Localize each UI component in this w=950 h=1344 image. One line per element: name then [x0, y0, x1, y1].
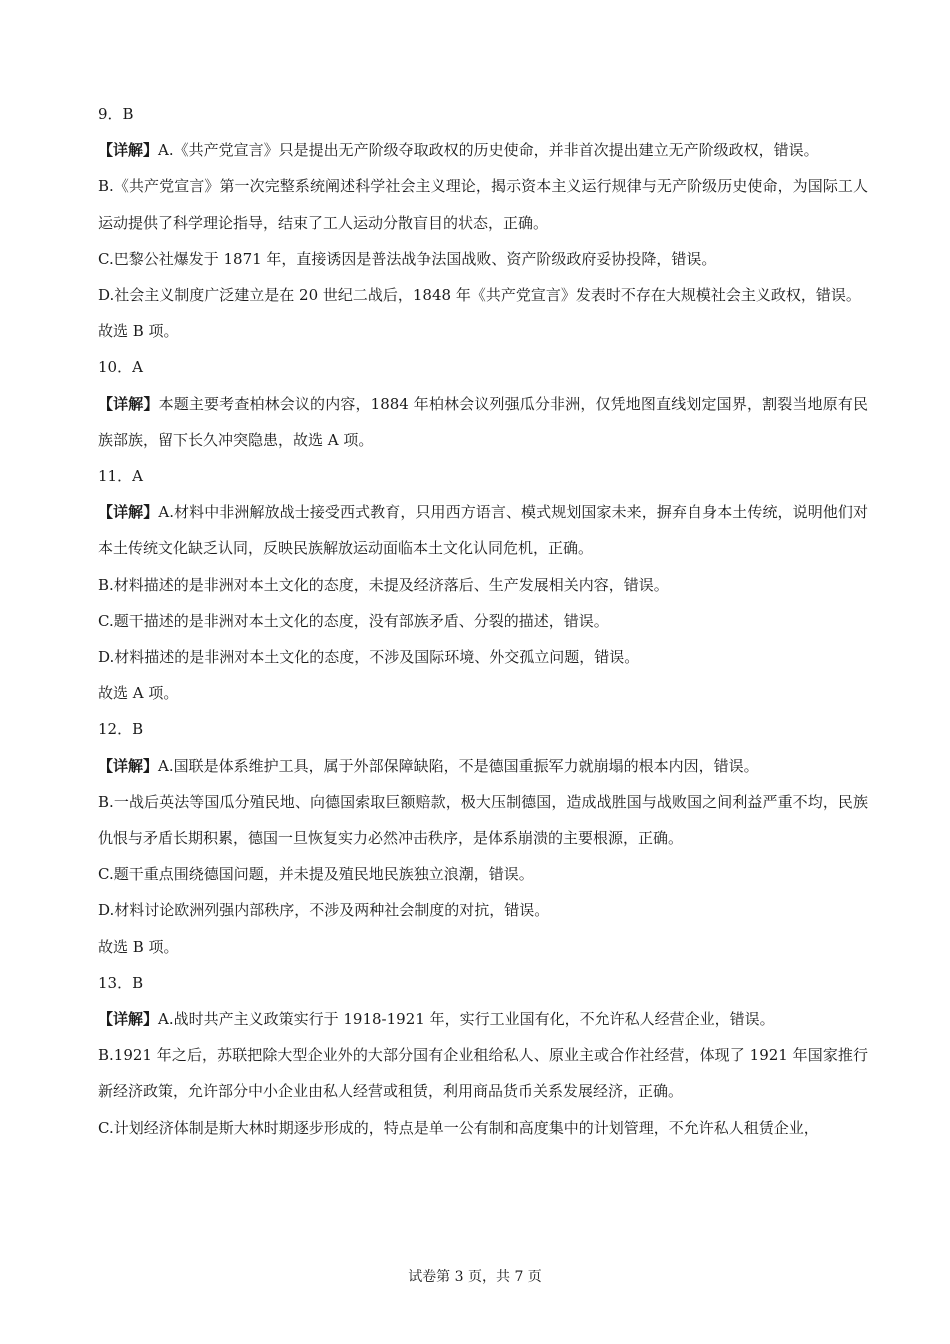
explanation-paragraph: C.计划经济体制是斯大林时期逐步形成的，特点是单一公有制和高度集中的计划管理，不允许私人租赁企业，	[98, 1118, 819, 1137]
explanation-paragraph: 【详解】A.战时共产主义政策实行于 1918-1921 年，实行工业国有化，不允许私人经营企业，错误。	[98, 1010, 775, 1028]
answer-block-12	[98, 711, 868, 964]
explanation-label: 【详解】	[98, 1010, 159, 1028]
explanation-label: 【详解】	[98, 394, 159, 413]
explanation-paragraph: 【详解】A.《共产党宣言》只是提出无产阶级夺取政权的历史使命，并非首次提出建立无产阶级政权，错误。	[98, 141, 819, 160]
explanation-paragraph: 【详解】A.材料中非洲解放战士接受西式教育，只用西方语言、模式规划国家未来，摒弃自身本土传统，说明他们对本土传统文化缺乏认同，反映民族解放运动面临本土文化认同危机，正确。	[98, 503, 868, 558]
explanation-label: 【详解】	[98, 756, 159, 775]
explanation-label: 【详解】	[98, 141, 159, 160]
explanation-paragraph: D.材料讨论欧洲列强内部秩序，不涉及两种社会制度的对抗，错误。	[98, 901, 550, 920]
explanation-paragraph: C.题干重点围绕德国问题，并未提及殖民地民族独立浪潮，错误。	[98, 865, 534, 884]
explanation-paragraph: D.社会主义制度广泛建立是在 20 世纪二战后，1848 年《共产党宣言》发表时不存在大规模社会主义政权，错误。	[98, 286, 861, 304]
page-footer: 试卷第 3 页，共 7 页	[408, 1269, 542, 1285]
answer-block-13	[98, 965, 868, 1146]
explanation-paragraph: 【详解】本题主要考查柏林会议的内容，1884 年柏林会议列强瓜分非洲，仅凭地图直线划定国界，割裂当地原有民族部族，留下长久冲突隐患，故选 A 项。	[98, 394, 868, 449]
answer-block-9	[98, 96, 868, 349]
answer-number: 9．B	[98, 105, 134, 123]
explanation-paragraph: D.材料描述的是非洲对本土文化的态度，不涉及国际环境、外交孤立问题，错误。	[98, 648, 640, 666]
conclusion-line: 故选 B 项。	[98, 937, 179, 956]
explanation-paragraph: B.材料描述的是非洲对本土文化的态度，未提及经济落后、生产发展相关内容，错误。	[98, 575, 669, 594]
answer-block-10	[98, 349, 868, 458]
answer-number: 10．A	[98, 358, 143, 377]
answer-number: 12．B	[98, 720, 144, 739]
conclusion-line: 故选 B 项。	[98, 322, 179, 341]
answer-block-11	[98, 458, 868, 711]
explanation-paragraph: C.题干描述的是非洲对本土文化的态度，没有部族矛盾、分裂的描述，错误。	[98, 611, 609, 630]
answer-number: 11．A	[98, 467, 143, 485]
explanation-paragraph: C.巴黎公社爆发于 1871 年，直接诱因是普法战争法国战败、资产阶级政府妥协投降，错误。	[98, 249, 717, 268]
explanation-paragraph: B.1921 年之后，苏联把除大型企业外的大部分国有企业租给私人、原业主或合作社经营，体现了 1921 年国家推行新经济政策，允许部分中小企业由私人经营或租赁，利用商品货币关系发展经济，正确。	[98, 1046, 868, 1101]
explanation-paragraph: B.一战后英法等国瓜分殖民地、向德国索取巨额赔款，极大压制德国，造成战胜国与战败国之间利益严重不均，民族仇恨与矛盾长期积累，德国一旦恢复实力必然冲击秩序，是体系崩溃的主要根源，正确。	[98, 792, 868, 847]
explanation-label: 【详解】	[98, 503, 159, 522]
document-body	[98, 96, 868, 1146]
conclusion-line: 故选 A 项。	[98, 684, 179, 703]
answer-number: 13．B	[98, 973, 144, 992]
explanation-paragraph: B.《共产党宣言》第一次完整系统阐述科学社会主义理论，揭示资本主义运行规律与无产阶级历史使命，为国际工人运动提供了科学理论指导，结束了工人运动分散盲目的状态，正确。	[98, 177, 868, 232]
explanation-paragraph: 【详解】A.国联是体系维护工具，属于外部保障缺陷，不是德国重振军力就崩塌的根本内因，错误。	[98, 756, 759, 775]
